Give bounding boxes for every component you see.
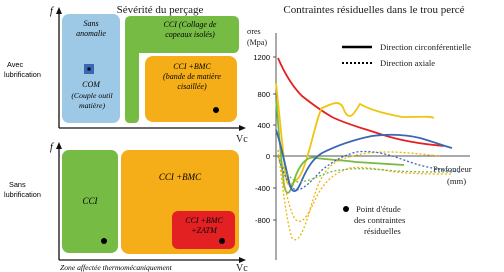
- curve-red-solid: [278, 58, 444, 146]
- com-desc-2: matière): [78, 101, 106, 110]
- y-tick-1200: 1200: [253, 53, 270, 62]
- top-f-label: f: [50, 6, 53, 17]
- legend-axial: Direction axiale: [380, 58, 436, 68]
- study-point-top: [213, 107, 219, 113]
- cci-bmc-zatm-1: CCI +BMC: [185, 216, 223, 225]
- com-desc-1: (Couple outil: [71, 91, 113, 100]
- top-vc-label: Vc: [236, 134, 248, 145]
- cci-top-1: CCI (Collage de: [163, 20, 217, 29]
- cci-top-2: copeaux isolés): [165, 30, 215, 39]
- sans-anomalie-2: anomalie: [76, 29, 106, 38]
- y-tick-0: 0: [265, 152, 270, 161]
- cci-bmc-zatm-2: +ZATM: [191, 226, 217, 235]
- stress-curves-solid: [276, 58, 452, 193]
- sans-anomalie-1: Sans: [83, 19, 99, 28]
- cci-bmc-bottom: CCI +BMC: [158, 172, 202, 182]
- top-y-arrow: [56, 7, 62, 14]
- point-note-1: Point d'étude: [356, 204, 401, 214]
- point-note-2: des contraintes: [354, 215, 406, 225]
- x-label-1: Profondeur: [433, 164, 472, 174]
- x-label-2: (mm): [447, 176, 467, 186]
- without-lub-label-1: Sans: [9, 180, 26, 189]
- y-tick-minus-400: -400: [254, 184, 270, 193]
- y-tick-minus-800: -800: [254, 216, 270, 225]
- curve-blue-solid: [276, 130, 452, 191]
- cci-bmc-top-1: CCI +BMC: [173, 62, 211, 71]
- study-point-legend-icon: [343, 206, 349, 212]
- com-marker-dot: [88, 68, 91, 71]
- cci-bottom: CCI: [82, 196, 98, 206]
- study-point-bottom-right: [219, 238, 225, 244]
- cci-bmc-top-2: (bande de matière: [163, 72, 221, 81]
- study-point-bottom-left: [101, 238, 107, 244]
- without-lub-label-2: lubrification: [4, 190, 41, 199]
- curve-green-dotted: [278, 156, 452, 182]
- com-label: COM: [82, 80, 100, 89]
- y-tick-800: 800: [257, 90, 270, 99]
- bottom-vc-label: Vc: [236, 263, 248, 272]
- legend-circ: Direction circonférentielle: [380, 42, 471, 52]
- with-lub-label-1: Avec: [7, 60, 24, 69]
- severity-title: Sévérité du perçage: [116, 4, 204, 16]
- y-label-unit: (Mpa): [247, 38, 267, 47]
- stress-title: Contraintes résiduelles dans le trou percé: [283, 4, 465, 16]
- y-label-sym: σres: [247, 27, 261, 36]
- y-tick-400: 400: [257, 121, 270, 130]
- bottom-y-arrow: [56, 142, 62, 149]
- bottom-f-label: f: [50, 142, 53, 153]
- top-x-arrow: [239, 125, 246, 131]
- with-lub-label-2: lubrification: [4, 70, 41, 79]
- zatm-caption: Zone affectée thermomécaniquement: [60, 263, 172, 272]
- point-note-3: résiduelles: [364, 226, 401, 236]
- cci-bmc-top-3: cisaillée): [177, 82, 207, 91]
- curve-yellow-solid: [276, 83, 434, 185]
